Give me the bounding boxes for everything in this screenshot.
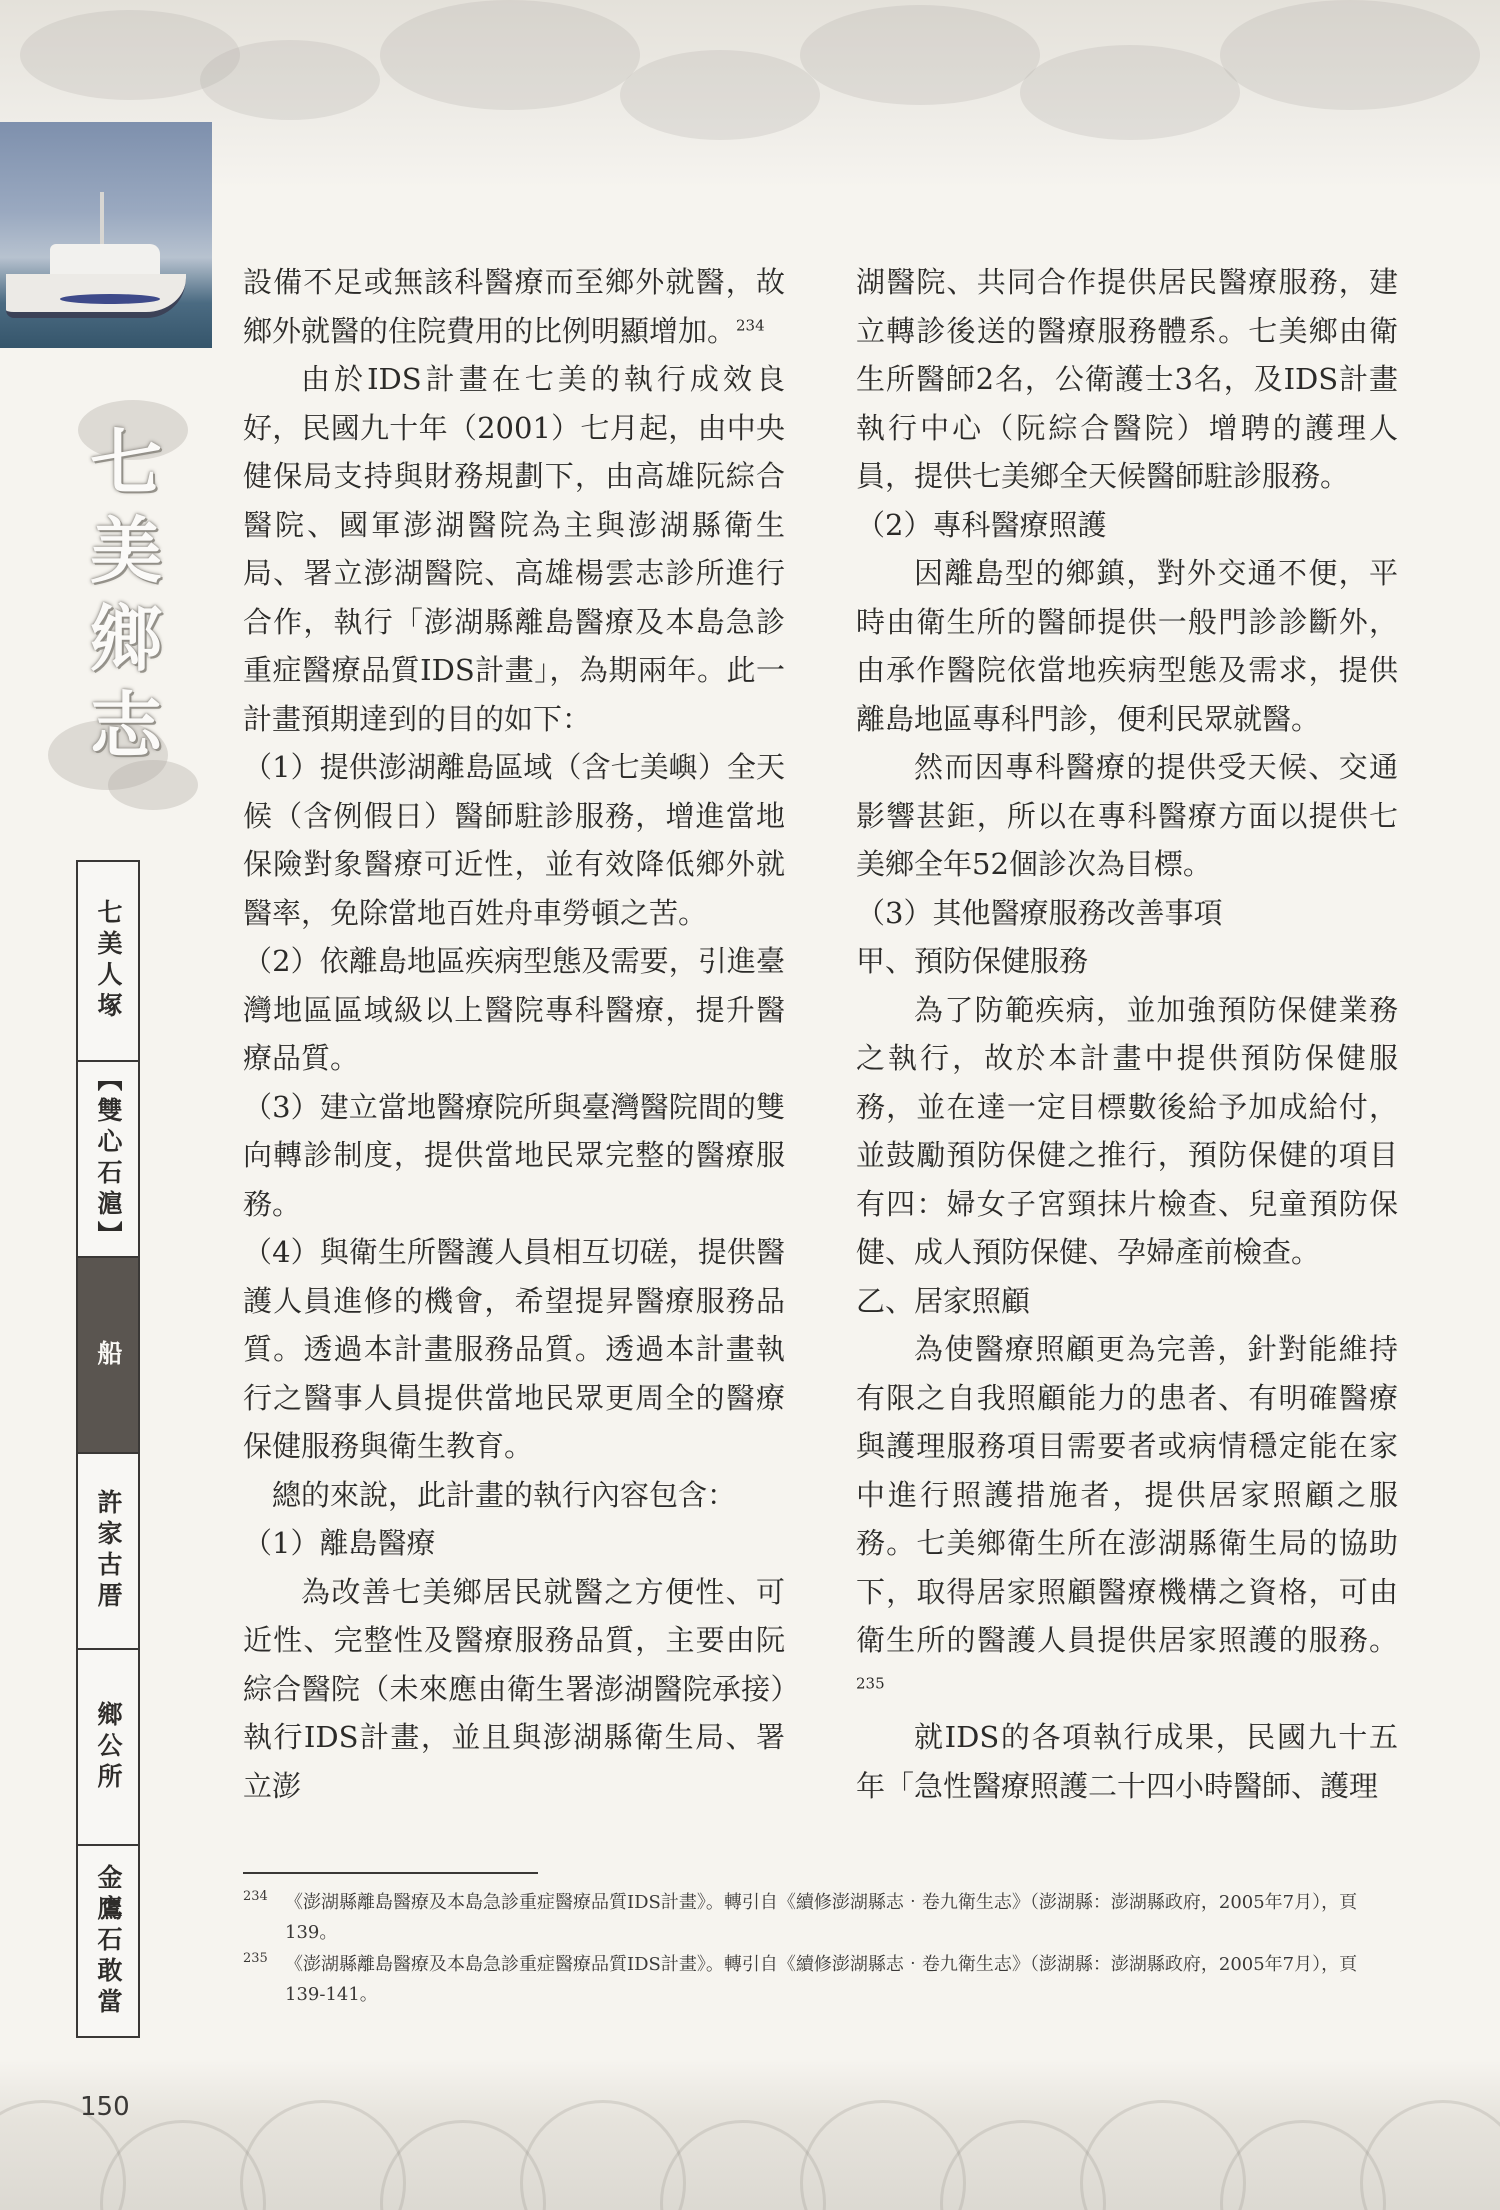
chapter-side-tabs — [76, 860, 140, 2038]
section-heading: （2）專科醫療照護 — [856, 507, 1107, 542]
boat-photo — [0, 122, 212, 348]
section-heading: （3）其他醫療服務改善事項 — [856, 895, 1223, 930]
side-tab-qimei-tomb[interactable] — [78, 862, 138, 1062]
subsection-heading: 甲、預防保健服務 — [856, 944, 1089, 978]
side-tab-township-office[interactable] — [78, 1650, 138, 1846]
paragraph: 為了防範疾病，並加強預防保健業務之執行，故於本計畫中提供預防保健服務，並在達一定目標數後給予加成給付，並鼓勵預防保健之推行，預防保健的項目有四：婦女子宮頸抹片檢查、兒童預防保健、成人預防保健、孕婦產前檢查。 — [856, 992, 1398, 1269]
list-item: （2）依離島地區疾病型態及需要，引進臺灣地區區域級以上醫院專科醫療，提升醫療品質。 — [243, 944, 785, 1075]
paragraph: 設備不足或無該科醫療而至鄉外就醫，故鄉外就醫的住院費用的比例明顯增加。$^{234}$ — [243, 265, 785, 348]
book-title-chars — [86, 420, 166, 771]
list-item: （1）提供澎湖離島區域（含七美嶼）全天候（含例假日）醫師駐診服務，增進當地保險對象醫療可近性，並有效降低鄉外就醫率，免除當地百姓舟車勞頓之苦。 — [243, 750, 785, 930]
side-tab-label: 許家古厝 — [94, 1489, 123, 1613]
boat-stripe — [60, 294, 160, 304]
paragraph: 為使醫療照顧更為完善，針對能維持有限之自我照顧能力的患者、有明確醫療與護理服務項目需要者或病情穩定能在家中進行照護措施者，提供居家照顧之服務。七美鄉衛生所在澎湖縣衛生局的協助下，取得居家照顧醫療機構之資格，可由衛生所的醫護人員提供居家照護的服務。$^{235}$ — [856, 1332, 1398, 1692]
bottom-wave-banner — [0, 2060, 1500, 2210]
top-cloud-banner — [0, 0, 1500, 190]
boat-cabin — [50, 244, 160, 278]
paragraph: 由於IDS計畫在七美的執行成效良好，民國九十年（2001）七月起，由中央健保局支持與財務規劃下，由高雄阮綜合醫院、國軍澎湖醫院為主與澎湖縣衛生局、署立澎湖醫院、高雄楊雲志診所進行合作，執行「澎湖縣離島醫療及本島急診重症醫療品質IDS計畫」，為期兩年。此一計畫預期達到的目的如下： — [243, 362, 785, 736]
side-tab-label: 七美人塚 — [94, 899, 123, 1023]
footnote-text: 《澎湖縣離島醫療及本島急診重症醫療品質IDS計畫》。轉引自《續修澎湖縣志‧卷九衛生志》（澎湖縣：澎湖縣政府，2005年7月），頁139-141。 — [285, 1954, 1358, 2005]
paragraph: 湖醫院、共同合作提供居民醫療服務，建立轉診後送的醫療服務體系。七美鄉由衛生所醫師2名，公衛護士3名，及IDS計畫執行中心（阮綜合醫院）增聘的護理人員，提供七美鄉全天候醫師駐診服務。 — [856, 265, 1398, 493]
page-number: 150 — [80, 2092, 130, 2122]
section-heading: （1）離島醫療 — [243, 1526, 436, 1560]
left-text-column — [243, 258, 785, 1810]
book-title-char: 美 — [89, 508, 162, 593]
footnotes — [243, 1888, 1393, 2012]
book-title-char: 七 — [89, 421, 162, 505]
footnote-ref[interactable]: 235 — [856, 1673, 885, 1692]
list-item: （3）建立當地醫療院所與臺灣醫院間的雙向轉診制度，提供當地民眾完整的醫療服務。 — [243, 1089, 785, 1221]
book-title-char: 鄉 — [89, 596, 162, 681]
footnote-divider — [243, 1872, 538, 1874]
footnote — [243, 1950, 1393, 2010]
side-tab-eagle-stone[interactable] — [78, 1846, 138, 2036]
paragraph: 就IDS的各項執行成果，民國九十五年「急性醫療照護二十四小時醫師、護理 — [856, 1720, 1398, 1803]
subsection-heading: 乙、居家照顧 — [856, 1283, 1031, 1318]
paragraph: 然而因專科醫療的提供受天候、交通影響甚鉅，所以在專科醫療方面以提供七美鄉全年52個診次為目標。 — [856, 750, 1398, 881]
paragraph: 為改善七美鄉居民就醫之方便性、可近性、完整性及醫療服務品質，主要由阮綜合醫院（未來應由衛生署澎湖醫院承接）執行IDS計畫，並且與澎湖縣衛生局、署立澎 — [243, 1574, 785, 1803]
side-tab-hsu-residence[interactable] — [78, 1454, 138, 1650]
book-title-vertical — [48, 400, 188, 820]
side-tab-boat[interactable] — [78, 1258, 138, 1454]
list-item: （4）與衛生所醫護人員相互切磋，提供醫護人員進修的機會，希望提昇醫療服務品質。透過本計畫服務品質。透過本計畫執行之醫事人員提供當地民眾更周全的醫療保健服務與衛生教育。 — [243, 1235, 785, 1463]
book-title-char: 志 — [89, 684, 162, 769]
footnote-ref[interactable]: 234 — [736, 315, 765, 334]
footnote-text: 《澎湖縣離島醫療及本島急診重症醫療品質IDS計畫》。轉引自《續修澎湖縣志‧卷九衛生志》（澎湖縣：澎湖縣政府，2005年7月），頁139。 — [285, 1892, 1358, 1943]
footnote-number: 234 — [243, 1889, 268, 1904]
side-tab-double-heart[interactable] — [78, 1062, 138, 1258]
boat-mast — [100, 192, 104, 248]
side-tab-label: 【雙心石滬】 — [94, 1066, 123, 1252]
right-text-column — [856, 258, 1398, 1810]
side-tab-label: 金鷹石敢當 — [94, 1863, 123, 2019]
paragraph: 總的來說，此計畫的執行內容包含： — [272, 1477, 737, 1512]
footnote-number: 235 — [243, 1951, 268, 1966]
side-tab-label: 鄉公所 — [94, 1700, 123, 1794]
paragraph: 因離島型的鄉鎮，對外交通不便，平時由衛生所的醫師提供一般門診診斷外，由承作醫院依當地疾病型態及需求，提供離島地區專科門診，便利民眾就醫。 — [856, 556, 1398, 736]
side-tab-label: 船 — [94, 1339, 123, 1371]
footnote — [243, 1888, 1393, 1948]
